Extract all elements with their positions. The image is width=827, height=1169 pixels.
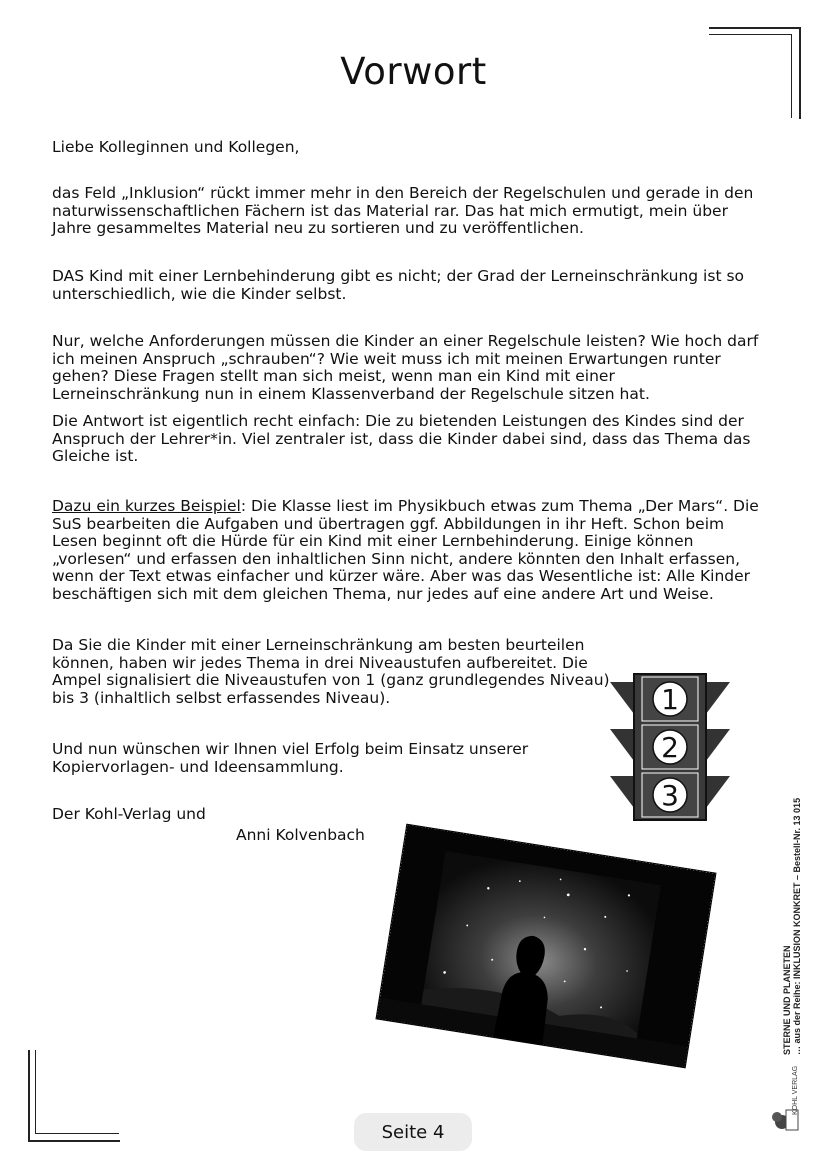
paragraph-learning-disability: DAS Kind mit einer Lernbehinderung gibt es nicht; der Grad der Lerneinschränkung ist so unterschiedlich, wie die Kinder selbst. — [52, 267, 745, 303]
paragraph-questions: Nur, welche Anforderungen müssen die Kinder an einer Regelschule leisten? Wie hoch darf ich meinen Anspruch „schrauben“? Wie weit muss ich mit meinen Erwartungen runter gehen? Diese Fragen stellt man sich meist, wenn man ein Kind mit einer Lerneinschränkung nun in einem Klassenverband der Regelschule sitzen hat. — [52, 332, 759, 403]
level-3-label: 3 — [661, 779, 679, 812]
book-title: STERNE UND PLANETEN — [782, 945, 792, 1055]
signature-name: Anni Kolvenbach — [236, 826, 365, 844]
page-number: Seite 4 — [354, 1113, 472, 1151]
paragraph-answer: Die Antwort ist eigentlich recht einfach: Die zu bietenden Leistungen des Kindes sind der Anspruch der Lehrer*in. Viel zentraler ist, dass die Kinder dabei sind, dass das Thema das Gleiche ist. — [52, 412, 751, 465]
traffic-light-icon — [610, 672, 730, 822]
page-title: Vorwort — [340, 50, 487, 93]
corner-frame-bottom-left-inner — [35, 1050, 119, 1134]
example-text: : Die Klasse liest im Physikbuch etwas zum Thema „Der Mars“. Die SuS bearbeiten die Aufgaben und übertragen ggf. Abbildungen in ihr Heft. Schon beim Lesen beginnt oft die Hürde für ein Kind mit einer Lernbehinderung. Einige können „vorlesen“ und erfassen den inhaltlichen Sinn nicht, andere könnten den Inhalt erfassen, wenn der Text etwas einfacher und kürzer wäre. Aber was das Wesentliche ist: Alle Kinder beschäftigen sich mit dem gleichen Thema, nur jedes auf eine andere Art und Weise. — [52, 497, 759, 603]
level-2-label: 2 — [661, 731, 679, 764]
greeting: Liebe Kolleginnen und Kollegen, — [52, 138, 300, 156]
paragraph-levels: Da Sie die Kinder mit einer Lerneinschränkung am besten beurteilen können, haben wir jedes Thema in drei Niveaustufen aufbereitet. Die Ampel signalisiert die Niveaustufen von 1 (ganz grundlegendes Niveau) bis 3 (inhaltlich selbst erfassendes Niveau). — [52, 636, 610, 707]
paragraph-wishes: Und nun wünschen wir Ihnen viel Erfolg beim Einsatz unserer Kopiervorlagen- und Ideensammlung. — [52, 740, 529, 776]
level-1-label: 1 — [661, 683, 679, 716]
paragraph-example — [52, 498, 762, 603]
example-label: Dazu ein kurzes Beispiel — [52, 497, 241, 515]
paragraph-intro: das Feld „Inklusion“ rückt immer mehr in den Bereich der Regelschulen und gerade in den naturwissenschaftlichen Fächern ist das Material rar. Das hat mich ermutigt, mein über Jahre gesammeltes Material neu zu sortieren und zu veröffentlichen. — [52, 184, 754, 237]
star-gazer-photo — [377, 825, 716, 1067]
series-order-number: … aus der Reihe: INKLUSION KONKRET – Bestell-Nr. 13 015 — [792, 797, 802, 1055]
paragraph-publisher: Der Kohl-Verlag und — [52, 805, 206, 823]
logo-text: KOHL VERLAG — [792, 1065, 799, 1115]
series-info — [782, 798, 802, 1055]
